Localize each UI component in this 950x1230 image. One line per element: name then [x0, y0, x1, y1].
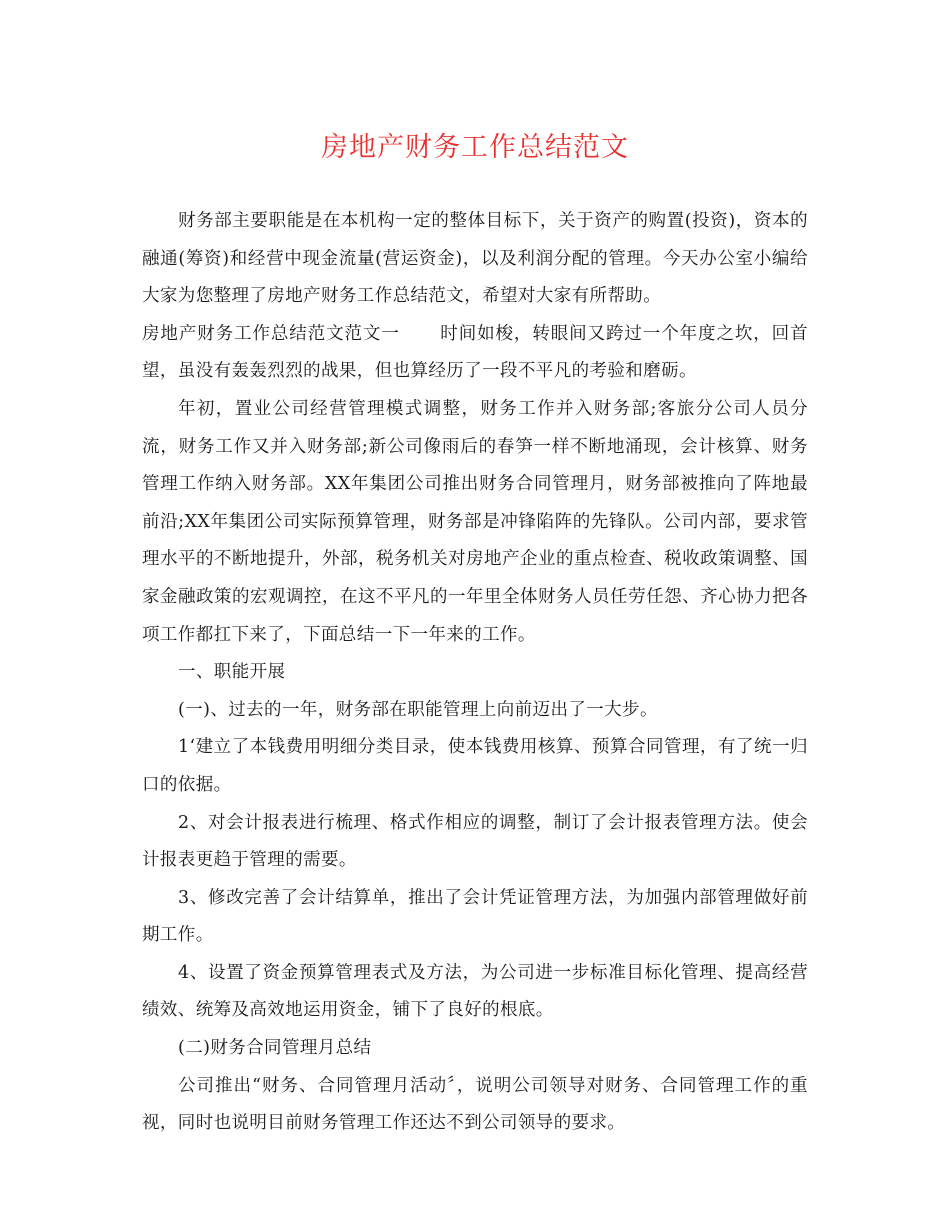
- section-one-label: 房地产财务工作总结范文范文一: [142, 323, 400, 344]
- document-body: [142, 203, 808, 1143]
- subheading-two: (二)财务合同管理月总结: [178, 1038, 372, 1059]
- list-item-4: 4、设置了资金预算管理表式及方法，为公司进一步标准目标化管理、提高经营绩效、统筹及高效地运用资金，铺下了良好的根底。: [142, 962, 808, 1021]
- paragraph-year-review: 年初，置业公司经营管理模式调整，财务工作并入财务部;客旅分公司人员分流，财务工作又并入财务部;新公司像雨后的春笋一样不断地涌现，会计核算、财务管理工作纳入财务部。XX年集团公司推出财务合同管理月，财务部被推向了阵地最前沿;XX年集团公司实际预算管理，财务部是冲锋陷阵的先锋队。公司内部，要求管理水平的不断地提升，外部，税务机关对房地产企业的重点检查、税收政策调整、国家金融政策的宏观调控，在这不平凡的一年里全体财务人员任劳任怨、齐心协力把各项工作都扛下来了，下面总结一下一年来的工作。: [142, 398, 808, 645]
- paragraph-intro: 财务部主要职能是在本机构一定的整体目标下，关于资产的购置(投资)，资本的融通(筹资)和经营中现金流量(营运资金)，以及利润分配的管理。今天办公室小编给大家为您整理了房地产财务工作总结范文，希望对大家有所帮助。: [142, 211, 808, 307]
- document-title: 房地产财务工作总结范文: [321, 132, 629, 163]
- heading-functions: 一、职能开展: [178, 662, 286, 683]
- section-one-text: 时间如梭，转眼间又跨过一个年度之坎，回首望，虽没有轰轰烈烈的战果，但也算经历了一段不平凡的考验和磨砺。: [142, 323, 808, 382]
- list-item-1: 1‘建立了本钱费用明细分类目录，使本钱费用核算、预算合同管理，有了统一归口的依据。: [142, 737, 808, 795]
- paragraph-contract-month: 公司推出“财务、合同管理月活动〞，说明公司领导对财务、合同管理工作的重视，同时也说明目前财务管理工作还达不到公司领导的要求。: [142, 1075, 808, 1134]
- list-item-2: 2、对会计报表进行梳理、格式作相应的调整，制订了会计报表管理方法。使会计报表更趋于管理的需要。: [142, 812, 808, 871]
- paragraph-section-one: [142, 316, 808, 391]
- subheading-one: (一)、过去的一年，财务部在职能管理上向前迈出了一大步。: [178, 699, 658, 720]
- list-item-3: 3、修改完善了会计结算单，推出了会计凭证管理方法，为加强内部管理做好前期工作。: [142, 887, 808, 946]
